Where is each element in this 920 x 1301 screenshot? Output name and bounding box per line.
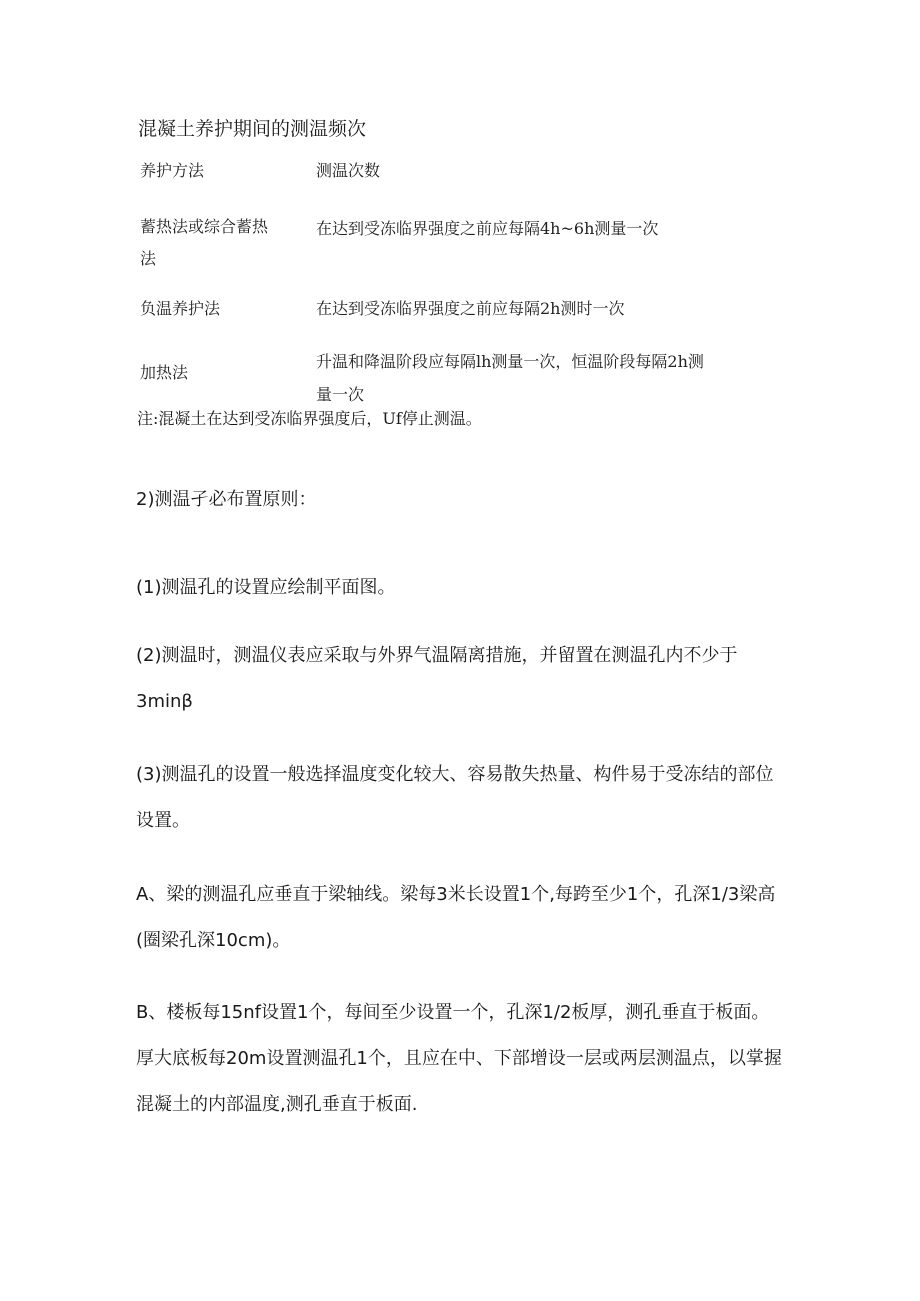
- table-cell-method: 加热法: [140, 363, 189, 382]
- table-cell-frequency: 升温和降温阶段应每隔lh测量一次，恒温阶段每隔2h测: [316, 352, 704, 371]
- section-title: 混凝土养护期间的测温频次: [138, 118, 367, 140]
- table-cell-method: 负温养护法: [140, 299, 221, 318]
- table-cell-frequency: 在达到受冻临界强度之前应每隔4h~6h测量一次: [316, 219, 659, 238]
- table-cell-method: 蓄热法或综合蓄热: [140, 217, 269, 236]
- paragraph: (2)测温时，测温仪表应采取与外界气温隔离措施，并留置在测温孔内不少于3minβ: [136, 645, 738, 712]
- paragraph: (1)测温孔的设置应绘制平面图。: [136, 577, 396, 598]
- table-header-method: 养护方法: [140, 161, 205, 180]
- section-heading: 2)测温孑必布置原则：: [136, 489, 317, 510]
- table-cell-method: 法: [140, 249, 157, 268]
- table-note: 注:混凝土在达到受冻临界强度后，Uf停止测温。: [137, 409, 482, 428]
- table-cell-frequency: 量一次: [316, 385, 365, 404]
- paragraph: B、楼板每15nf设置1个，每间至少设置一个，孔深1/2板厚，测孔垂直于板面。厚大底板每20m设置测温孔1个，且应在中、下部增设一层或两层测温点，以掌握混凝土的内部温度,测孔垂直于板面.: [136, 1002, 782, 1115]
- table-header-frequency: 测温次数: [316, 161, 381, 180]
- paragraph: A、梁的测温孔应垂直于梁轴线。梁每3米长设置1个,每跨至少1个，孔深1/3梁高(圈梁孔深10cm)。: [136, 884, 776, 951]
- paragraph: (3)测温孔的设置一般选择温度变化较大、容易散失热量、构件易于受冻结的部位设置。: [136, 764, 774, 831]
- table-cell-frequency: 在达到受冻临界强度之前应每隔2h测时一次: [316, 299, 625, 318]
